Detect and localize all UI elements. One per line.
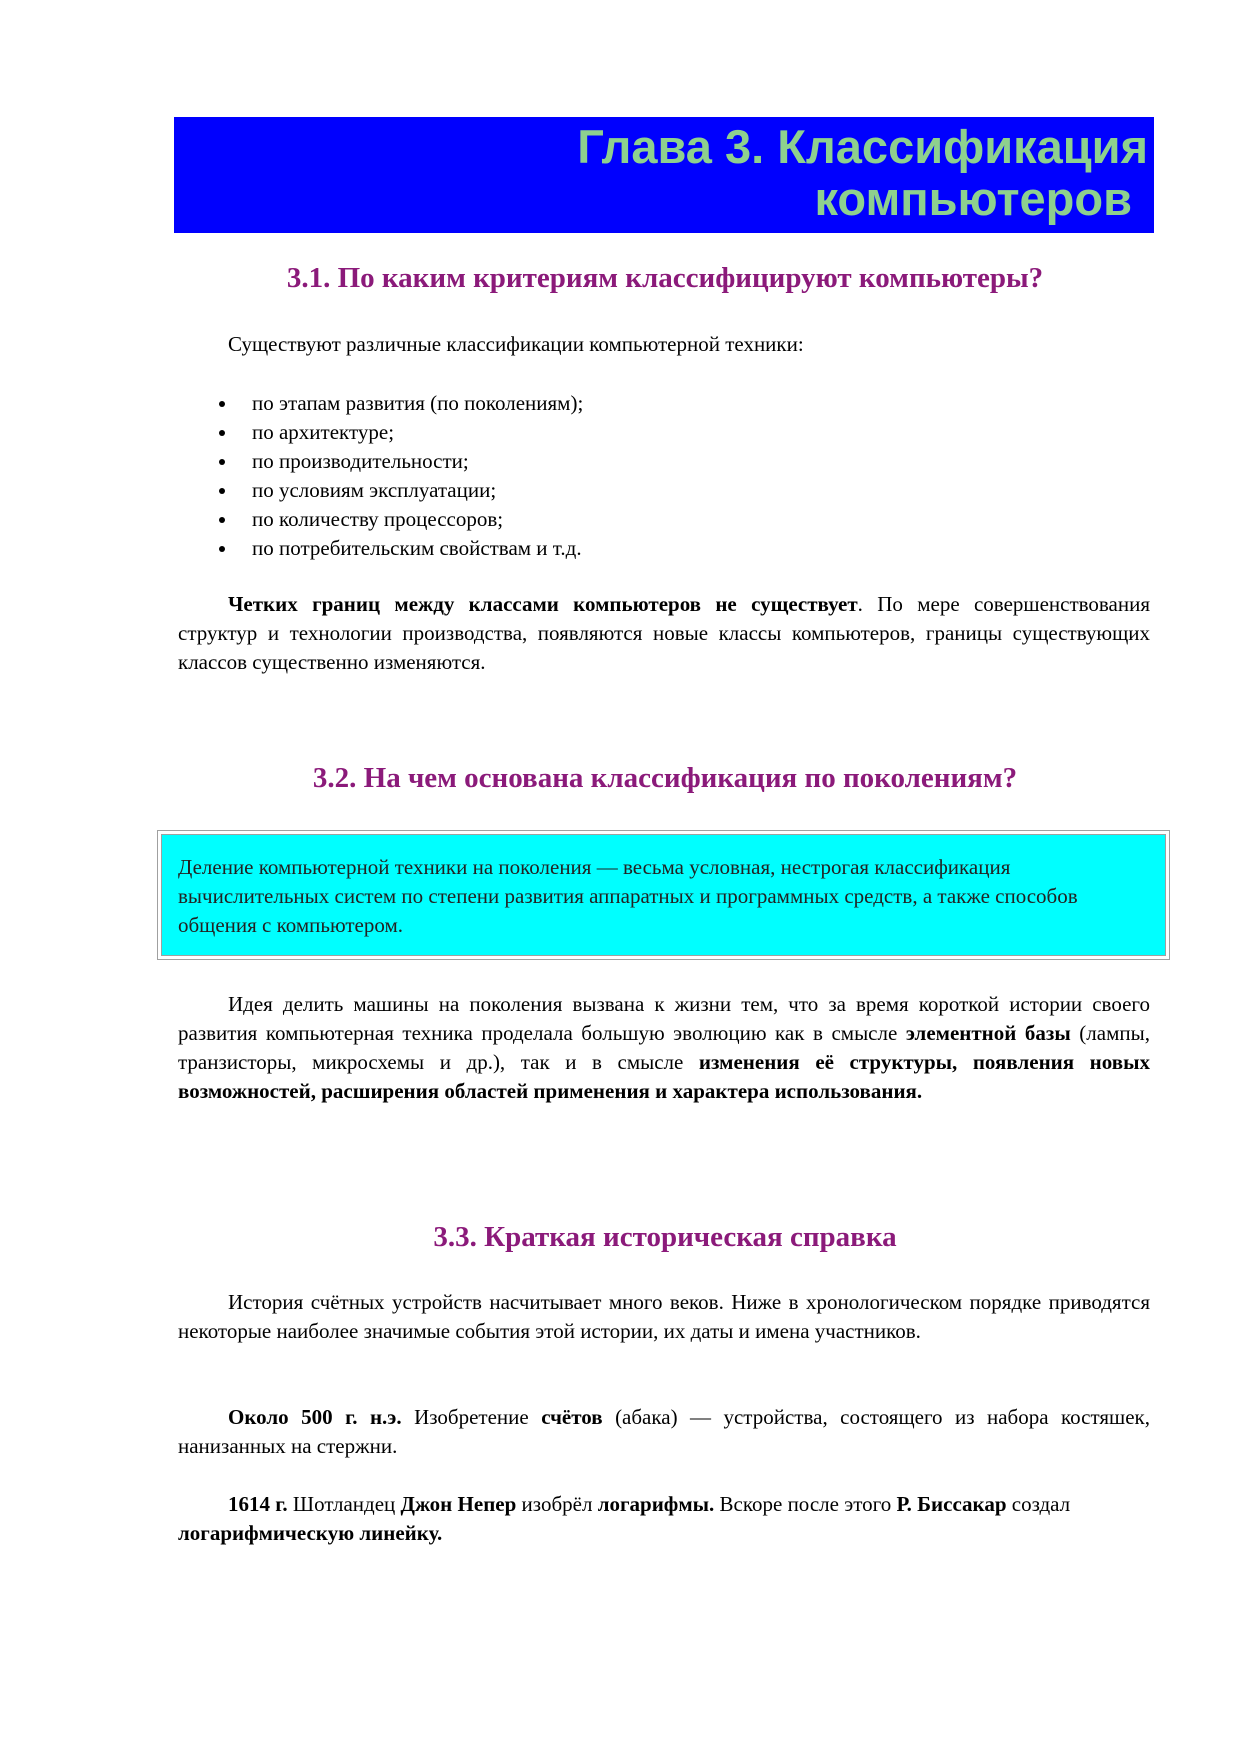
- paragraph-emphasis: Р. Биссакар: [896, 1492, 1007, 1516]
- list-item: по архитектуре;: [213, 418, 583, 447]
- definition-text: Деление компьютерной техники на поколения — весьма условная, нестрогая классификация вычислительных систем по степени развития аппаратных и программных средств, а также способов общения с компьютером.: [178, 855, 1078, 937]
- section-heading-3-3: 3.3. Краткая историческая справка: [433, 1221, 897, 1253]
- section-3-2-paragraph: [178, 990, 1150, 1106]
- paragraph-text: Идея делить машины на поколения вызвана к жизни тем, что за время короткой истории своего развития компьютерная техника проделала большую эволюцию как в смысле: [178, 992, 1150, 1045]
- definition-callout-box: [157, 830, 1170, 960]
- list-item: по этапам развития (по поколениям);: [213, 389, 583, 418]
- chapter-title-line2: компьютеров: [814, 172, 1132, 225]
- paragraph-text: (лампы, транзисторы, микросхемы и др.), так и в смысле: [178, 1021, 1150, 1074]
- event-date: Около 500 г. н.э.: [228, 1405, 402, 1429]
- paragraph-emphasis: изменения её структуры, появления новых возможностей, расширения областей применения и характера использования.: [178, 1050, 1150, 1103]
- classification-list: [213, 389, 583, 563]
- section-heading-3-2: 3.2. На чем основана классификация по поколениям?: [312, 762, 1018, 794]
- chapter-title-banner: [174, 117, 1154, 233]
- paragraph-emphasis: счётов: [541, 1405, 603, 1429]
- list-item: по количеству процессоров;: [213, 505, 583, 534]
- paragraph-emphasis: логарифмическую линейку.: [178, 1521, 443, 1545]
- section-3-3-intro: История счётных устройств насчитывает много веков. Ниже в хронологическом порядке приводятся некоторые наиболее значимые события этой истории, их даты и имена участников.: [178, 1290, 1150, 1343]
- history-event-500: [178, 1403, 1150, 1461]
- section-3-1-paragraph: [178, 590, 1150, 677]
- event-date: 1614 г.: [228, 1492, 288, 1516]
- paragraph-emphasis: элементной базы: [905, 1021, 1071, 1045]
- paragraph-text: изобрёл: [516, 1492, 598, 1516]
- section-heading-3-1: 3.1. По каким критериям классифицируют компьютеры?: [286, 262, 1044, 294]
- paragraph-text: Вскоре после этого: [714, 1492, 897, 1516]
- list-item: по условиям эксплуатации;: [213, 476, 583, 505]
- paragraph-emphasis: логарифмы.: [597, 1492, 715, 1516]
- paragraph-text: создал: [1006, 1492, 1071, 1516]
- paragraph-text: . По мере совершенствования структур и технологии производства, появляются новые классы компьютеров, границы существующих классов существенно изменяются.: [178, 592, 1150, 674]
- section-3-1-intro: Существуют различные классификации компьютерной техники:: [228, 332, 804, 356]
- list-item: по потребительским свойствам и т.д.: [213, 534, 583, 563]
- paragraph-text: Шотландец: [287, 1492, 401, 1516]
- paragraph-text: Изобретение: [401, 1405, 542, 1429]
- paragraph-emphasis: Четких границ между классами компьютеров не существует: [228, 592, 858, 616]
- list-item: по производительности;: [213, 447, 583, 476]
- paragraph-text: (абака) — устройства, состоящего из набора костяшек, нанизанных на стержни.: [178, 1405, 1150, 1458]
- history-event-1614: [178, 1490, 1150, 1548]
- paragraph-emphasis: Джон Непер: [400, 1492, 517, 1516]
- chapter-title-line1: Глава 3. Классификация: [577, 120, 1148, 173]
